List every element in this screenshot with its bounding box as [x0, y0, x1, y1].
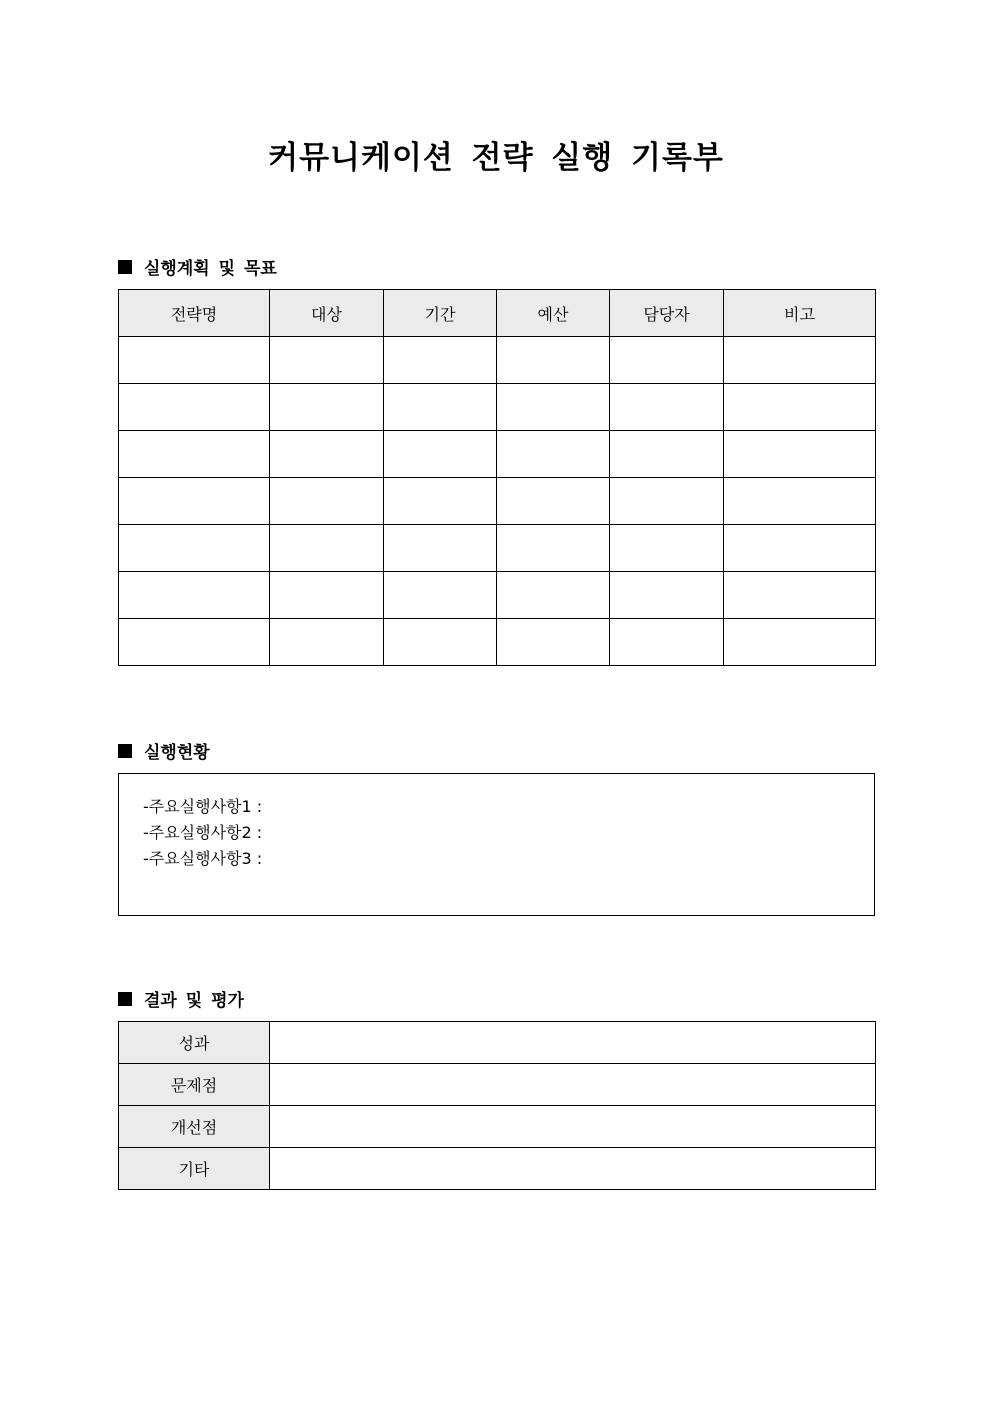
plan-table-row: [119, 431, 876, 478]
result-label-cell: 성과: [119, 1022, 270, 1064]
status-section-title: 실행현황: [144, 743, 210, 763]
plan-table-cell[interactable]: [497, 478, 610, 525]
plan-table-cell[interactable]: [119, 431, 270, 478]
plan-table-cell[interactable]: [497, 384, 610, 431]
plan-table-row: [119, 619, 876, 666]
plan-table-cell[interactable]: [270, 619, 384, 666]
plan-table-cell[interactable]: [610, 525, 724, 572]
result-value-cell[interactable]: [270, 1064, 876, 1106]
plan-table-cell[interactable]: [497, 337, 610, 384]
plan-table-cell[interactable]: [497, 619, 610, 666]
plan-table-cell[interactable]: [724, 431, 876, 478]
result-section-heading: [118, 986, 244, 1011]
plan-table-cell[interactable]: [724, 619, 876, 666]
status-section-heading: [118, 738, 210, 763]
plan-column-header: 전략명: [119, 290, 270, 337]
plan-table-cell[interactable]: [270, 384, 384, 431]
plan-table-cell[interactable]: [724, 525, 876, 572]
square-bullet-icon: [118, 992, 132, 1006]
plan-table-row: [119, 337, 876, 384]
plan-table-cell[interactable]: [119, 619, 270, 666]
plan-section-title: 실행계획 및 목표: [144, 259, 277, 279]
plan-table-cell[interactable]: [610, 619, 724, 666]
status-line: -주요실행사항3 :: [143, 849, 263, 868]
status-line: -주요실행사항1 :: [143, 797, 263, 816]
result-label-cell: 기타: [119, 1148, 270, 1190]
plan-table-cell[interactable]: [119, 572, 270, 619]
plan-table-cell[interactable]: [724, 337, 876, 384]
plan-table-cell[interactable]: [384, 431, 497, 478]
plan-section-heading: [118, 254, 277, 279]
result-value-cell[interactable]: [270, 1148, 876, 1190]
result-row: [119, 1022, 876, 1064]
page-title: 커뮤니케이션 전략 실행 기록부: [268, 140, 724, 176]
plan-column-header: 기간: [384, 290, 497, 337]
plan-column-header: 비고: [724, 290, 876, 337]
plan-table-cell[interactable]: [270, 337, 384, 384]
plan-table-row: [119, 572, 876, 619]
plan-table-cell[interactable]: [724, 572, 876, 619]
result-label-cell: 개선점: [119, 1106, 270, 1148]
result-value-cell[interactable]: [270, 1022, 876, 1064]
result-row: [119, 1064, 876, 1106]
plan-table-cell[interactable]: [724, 478, 876, 525]
plan-table-cell[interactable]: [384, 619, 497, 666]
result-row: [119, 1148, 876, 1190]
status-line: -주요실행사항2 :: [143, 823, 263, 842]
plan-table-cell[interactable]: [384, 337, 497, 384]
plan-table-cell[interactable]: [119, 337, 270, 384]
square-bullet-icon: [118, 260, 132, 274]
plan-table-cell[interactable]: [497, 572, 610, 619]
result-row: [119, 1106, 876, 1148]
plan-table-cell[interactable]: [610, 337, 724, 384]
plan-table-cell[interactable]: [119, 384, 270, 431]
plan-table-cell[interactable]: [610, 572, 724, 619]
plan-table-cell[interactable]: [610, 478, 724, 525]
plan-table-cell[interactable]: [384, 478, 497, 525]
plan-table-row: [119, 478, 876, 525]
plan-table-cell[interactable]: [497, 525, 610, 572]
plan-table-cell[interactable]: [384, 525, 497, 572]
plan-table-cell[interactable]: [270, 525, 384, 572]
plan-table-row: [119, 525, 876, 572]
plan-column-header: 예산: [497, 290, 610, 337]
plan-table-cell[interactable]: [270, 478, 384, 525]
result-label-cell: 문제점: [119, 1064, 270, 1106]
status-box[interactable]: [118, 773, 875, 916]
plan-table-cell[interactable]: [119, 525, 270, 572]
plan-column-header: 담당자: [610, 290, 724, 337]
result-section-title: 결과 및 평가: [144, 991, 244, 1011]
plan-table-cell[interactable]: [724, 384, 876, 431]
plan-table-cell[interactable]: [384, 572, 497, 619]
plan-table-cell[interactable]: [610, 384, 724, 431]
plan-table-row: [119, 384, 876, 431]
plan-table: [118, 289, 876, 666]
plan-table-cell[interactable]: [497, 431, 610, 478]
plan-table-cell[interactable]: [610, 431, 724, 478]
plan-table-cell[interactable]: [270, 572, 384, 619]
plan-table-cell[interactable]: [384, 384, 497, 431]
result-value-cell[interactable]: [270, 1106, 876, 1148]
square-bullet-icon: [118, 744, 132, 758]
plan-table-cell[interactable]: [270, 431, 384, 478]
plan-table-header-row: [119, 290, 876, 337]
plan-column-header: 대상: [270, 290, 384, 337]
plan-table-cell[interactable]: [119, 478, 270, 525]
result-table: [118, 1021, 876, 1190]
